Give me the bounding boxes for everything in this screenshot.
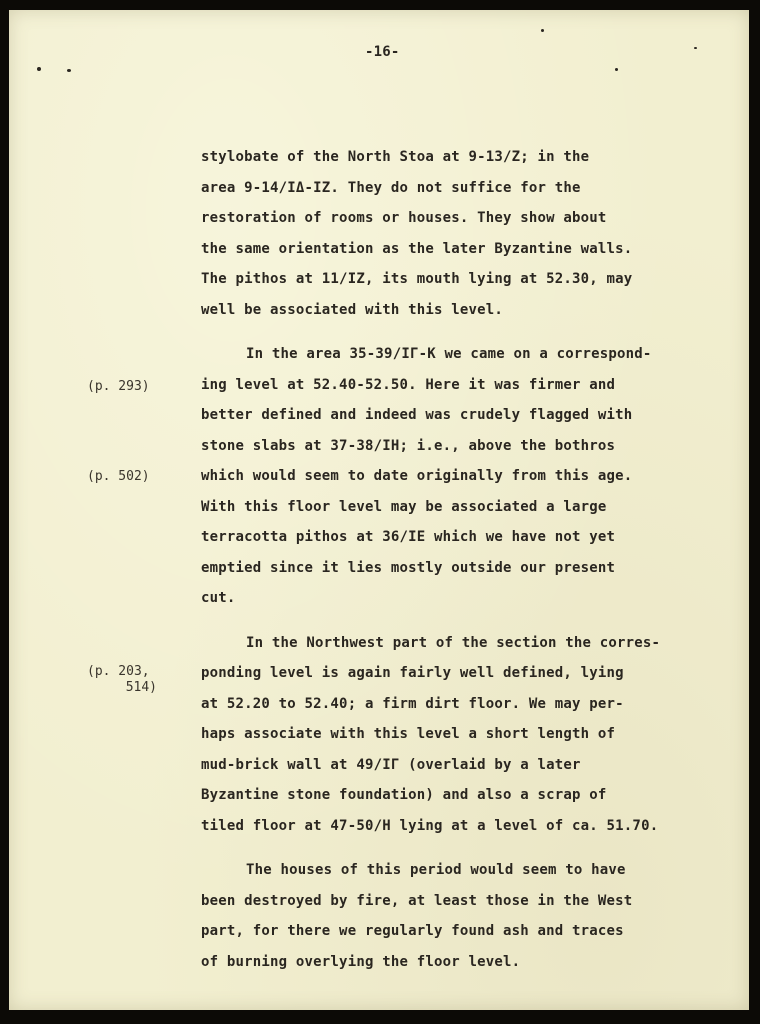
margin-note-line: (p. 203, xyxy=(87,664,150,679)
text-line: of burning overlying the floor level. xyxy=(201,953,521,970)
paragraph xyxy=(201,339,721,614)
page-number: -16- xyxy=(365,44,400,60)
text-line: ing level at 52.40-52.50. Here it was firmer and xyxy=(201,376,616,393)
ink-speck xyxy=(67,69,71,72)
margin-note xyxy=(87,379,150,395)
ink-speck xyxy=(37,67,41,71)
margin-note-line: 514) xyxy=(125,680,157,695)
text-line: area 9-14/IΔ-IZ. They do not suffice for the xyxy=(201,179,581,196)
text-line: tiled floor at 47-50/H lying at a level of ca. 51.70. xyxy=(201,817,659,834)
torn-bottom-edge xyxy=(487,1006,717,1022)
text-line: stone slabs at 37-38/IH; i.e., above the bothros xyxy=(201,437,616,454)
text-line: In the area 35-39/IΓ-K we came on a correspond- xyxy=(246,346,652,362)
text-line: mud-brick wall at 49/IΓ (overlaid by a later xyxy=(201,756,581,773)
text-line: With this floor level may be associated a large xyxy=(201,498,607,515)
ink-speck xyxy=(615,68,618,71)
text-line: The houses of this period would seem to have xyxy=(246,862,626,878)
margin-note-line: (p. 502) xyxy=(87,469,150,484)
ink-speck xyxy=(694,47,697,49)
paragraph xyxy=(201,628,721,842)
paragraph xyxy=(201,142,721,325)
margin-note-line: (p. 293) xyxy=(87,379,150,394)
typescript-page xyxy=(9,10,749,1010)
paragraph xyxy=(201,855,721,977)
text-line: emptied since it lies mostly outside our present xyxy=(201,559,616,576)
text-line: haps associate with this level a short length of xyxy=(201,726,616,742)
text-line: cut. xyxy=(201,590,236,606)
text-line: at 52.20 to 52.40; a firm dirt floor. We may per- xyxy=(201,695,624,712)
ink-speck xyxy=(541,29,544,32)
text-line: better defined and indeed was crudely flagged with xyxy=(201,407,633,423)
text-line: terracotta pithos at 36/IE which we have not yet xyxy=(201,529,616,545)
text-line: In the Northwest part of the section the corres- xyxy=(246,634,661,651)
margin-note xyxy=(87,469,150,485)
text-line: stylobate of the North Stoa at 9-13/Z; in the xyxy=(201,149,590,165)
text-line: which would seem to date originally from this age. xyxy=(201,468,633,484)
margin-note xyxy=(87,664,157,696)
body-text xyxy=(201,142,721,977)
text-line: The pithos at 11/IZ, its mouth lying at 52.30, may xyxy=(201,271,633,287)
text-line: Byzantine stone foundation) and also a scrap of xyxy=(201,787,607,803)
text-line: well be associated with this level. xyxy=(201,301,504,318)
text-line: restoration of rooms or houses. They show about xyxy=(201,210,607,226)
text-line: ponding level is again fairly well defined, lying xyxy=(201,665,624,681)
text-line: been destroyed by fire, at least those in the West xyxy=(201,892,633,909)
text-line: the same orientation as the later Byzantine walls. xyxy=(201,240,633,257)
text-line: part, for there we regularly found ash and traces xyxy=(201,923,624,939)
